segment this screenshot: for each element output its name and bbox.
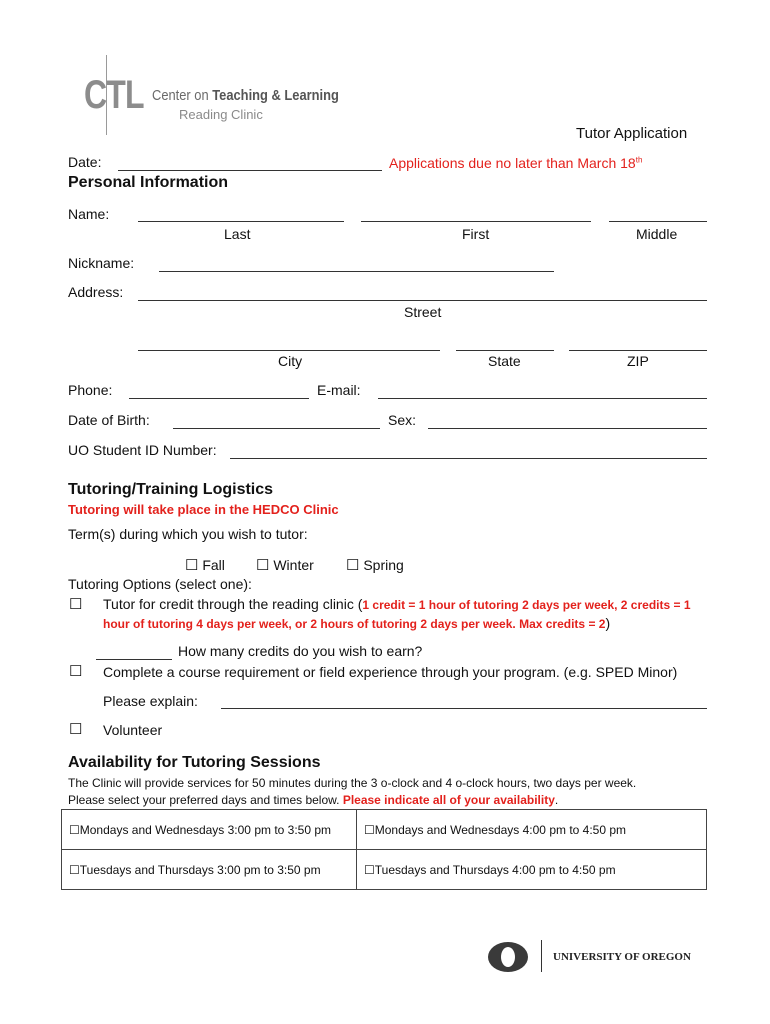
email-label: E-mail: bbox=[317, 382, 361, 398]
slot-tth-4pm[interactable]: ☐Tuesdays and Thursdays 4:00 pm to 4:50 pm bbox=[357, 850, 707, 890]
first-caption: First bbox=[462, 226, 490, 242]
student-id-field[interactable] bbox=[230, 458, 707, 459]
table-row bbox=[62, 850, 707, 890]
explain-label: Please explain: bbox=[103, 693, 198, 709]
availability-desc-emphasis: Please indicate all of your availability bbox=[342, 793, 555, 807]
availability-desc-suffix: . bbox=[554, 793, 559, 807]
name-label: Name: bbox=[68, 206, 110, 222]
volunteer-checkbox[interactable]: ☐ bbox=[69, 721, 83, 738]
personal-info-heading: Personal Information bbox=[68, 174, 229, 191]
logistics-heading: Tutoring/Training Logistics bbox=[68, 481, 274, 498]
state-field[interactable] bbox=[456, 350, 554, 351]
availability-desc-prefix: Please select your preferred days and times below. bbox=[68, 793, 343, 807]
deadline-sup: th bbox=[635, 155, 643, 165]
student-id-label: UO Student ID Number: bbox=[68, 442, 217, 458]
sex-label: Sex: bbox=[388, 412, 417, 428]
university-o-icon bbox=[487, 936, 529, 978]
term-fall-option[interactable] bbox=[185, 557, 225, 573]
tutoring-options-label: Tutoring Options (select one): bbox=[68, 576, 252, 592]
table-row bbox=[62, 810, 707, 850]
zip-caption: ZIP bbox=[627, 353, 649, 369]
spring-label: Spring bbox=[363, 557, 404, 573]
date-field[interactable] bbox=[118, 170, 382, 171]
credit-option-text-2 bbox=[103, 615, 610, 631]
credit-rules-line1: 1 credit = 1 hour of tutoring 2 days per week, 2 credits = 1 bbox=[362, 598, 691, 612]
term-spring-option[interactable] bbox=[346, 557, 404, 573]
credits-question: How many credits do you wish to earn? bbox=[178, 643, 423, 659]
nickname-field[interactable] bbox=[159, 271, 554, 272]
state-caption: State bbox=[488, 353, 521, 369]
fall-checkbox[interactable]: ☐ bbox=[185, 557, 199, 574]
street-caption: Street bbox=[404, 304, 442, 320]
credits-field[interactable] bbox=[96, 659, 172, 660]
zip-field[interactable] bbox=[569, 350, 707, 351]
availability-desc-line2 bbox=[68, 793, 558, 807]
course-option-text: Complete a course requirement or field experience through your program. (e.g. SPED Minor) bbox=[103, 664, 678, 680]
slot-tth-3pm[interactable]: ☐Tuesdays and Thursdays 3:00 pm to 3:50 pm bbox=[62, 850, 357, 890]
terms-label: Term(s) during which you wish to tutor: bbox=[68, 526, 308, 542]
footer-divider bbox=[541, 940, 542, 972]
logo-center-bold: Teaching & Learning bbox=[212, 87, 339, 104]
logo-center-name bbox=[152, 87, 339, 104]
last-name-field[interactable] bbox=[138, 221, 344, 222]
phone-field[interactable] bbox=[129, 398, 309, 399]
credit-rules-close: ) bbox=[605, 615, 611, 631]
street-field[interactable] bbox=[138, 300, 707, 301]
university-name: UNIVERSITY OF OREGON bbox=[553, 951, 691, 963]
hedco-clinic-note: Tutoring will take place in the HEDCO Clinic bbox=[68, 502, 339, 517]
sex-field[interactable] bbox=[428, 428, 707, 429]
winter-label: Winter bbox=[273, 557, 314, 573]
dob-label: Date of Birth: bbox=[68, 412, 150, 428]
deadline-note bbox=[389, 155, 642, 171]
dob-field[interactable] bbox=[173, 428, 380, 429]
availability-table bbox=[61, 809, 707, 890]
slot-mw-4pm[interactable]: ☐Mondays and Wednesdays 4:00 pm to 4:50 pm bbox=[357, 810, 707, 850]
volunteer-label: Volunteer bbox=[103, 722, 163, 738]
nickname-label: Nickname: bbox=[68, 255, 135, 271]
winter-checkbox[interactable]: ☐ bbox=[256, 557, 270, 574]
logo-reading-clinic: Reading Clinic bbox=[179, 107, 263, 122]
email-field[interactable] bbox=[378, 398, 707, 399]
last-caption: Last bbox=[224, 226, 251, 242]
city-field[interactable] bbox=[138, 350, 440, 351]
credit-option-label: Tutor for credit through the reading clinic ( bbox=[103, 596, 363, 612]
credit-rules-line2: hour of tutoring 4 days per week, or 2 hours of tutoring 2 days per week. Max credits = 2 bbox=[103, 617, 606, 631]
first-name-field[interactable] bbox=[361, 221, 591, 222]
course-option-checkbox[interactable]: ☐ bbox=[69, 663, 83, 680]
logo-center-prefix: Center on bbox=[152, 87, 213, 104]
fall-label: Fall bbox=[202, 557, 225, 573]
slot-mw-3pm[interactable]: ☐Mondays and Wednesdays 3:00 pm to 3:50 pm bbox=[62, 810, 357, 850]
credit-option-checkbox[interactable]: ☐ bbox=[69, 596, 83, 613]
deadline-text: Applications due no later than March 18 bbox=[389, 155, 636, 171]
term-winter-option[interactable] bbox=[256, 557, 314, 573]
explain-field[interactable] bbox=[221, 708, 707, 709]
form-title: Tutor Application bbox=[576, 125, 688, 142]
phone-label: Phone: bbox=[68, 382, 113, 398]
date-label: Date: bbox=[68, 154, 102, 170]
middle-name-field[interactable] bbox=[609, 221, 707, 222]
middle-caption: Middle bbox=[636, 226, 678, 242]
ctl-logo-mark: CTL bbox=[84, 73, 144, 117]
availability-heading: Availability for Tutoring Sessions bbox=[68, 754, 321, 771]
availability-desc-line1: The Clinic will provide services for 50 minutes during the 3 o-clock and 4 o-clock hours, two days per week. bbox=[68, 776, 637, 790]
city-caption: City bbox=[278, 353, 303, 369]
address-label: Address: bbox=[68, 284, 124, 300]
spring-checkbox[interactable]: ☐ bbox=[346, 557, 360, 574]
credit-option-text bbox=[103, 596, 691, 612]
